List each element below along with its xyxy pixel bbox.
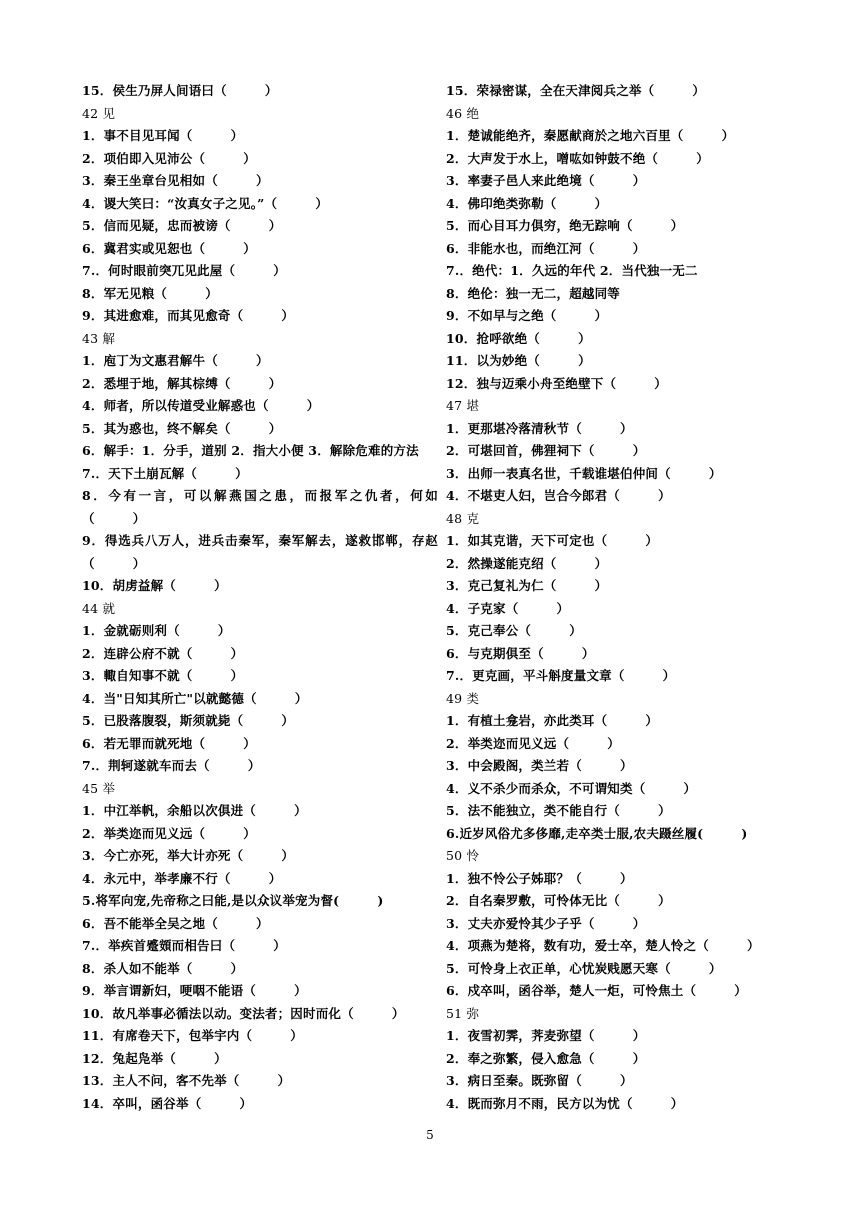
- exercise-line: 7.．绝代：1．久远的年代 2．当代独一无二: [446, 263, 698, 278]
- exercise-line: 1．有植土龛岩，亦此类耳（ ）: [446, 713, 659, 728]
- exercise-line: 2．大声发于水上，噌吰如钟鼓不绝（ ）: [446, 150, 709, 166]
- exercise-line: 6．与克期俱至（ ）: [446, 645, 595, 661]
- exercise-line: 1．金就砺则利（ ）: [82, 623, 231, 638]
- exercise-line: 3．秦王坐章台见相如（ ）: [82, 173, 269, 188]
- exercise-line: 9．举言谓新妇，哽咽不能语（ ）: [82, 983, 307, 998]
- exercise-line: 1．事不目见耳闻（ ）: [82, 128, 244, 143]
- exercise-line: 4．义不杀少而杀众，不可谓知类（ ）: [446, 780, 697, 796]
- section-heading: 44 就: [82, 600, 116, 616]
- exercise-line: 7.．举疾首蹙頞而相告曰（ ）: [82, 938, 286, 953]
- exercise-line: 9．其进愈难，而其见愈奇（ ）: [82, 308, 295, 323]
- exercise-line: 7.．天下土崩瓦解（ ）: [82, 465, 248, 481]
- section-heading: 48 克: [446, 510, 480, 526]
- exercise-line: 5．而心目耳力俱穷，绝无踪响（ ）: [446, 218, 684, 233]
- exercise-line: 2．可堪回首，佛狸祠下（ ）: [446, 443, 646, 458]
- exercise-line: 4．当"日知其所亡"以就懿德（ ）: [82, 690, 308, 706]
- exercise-line: 3．病日至秦。既弥留（ ）: [446, 1073, 633, 1088]
- exercise-line: 5．已股落腹裂，斯须就毙（ ）: [82, 713, 295, 728]
- exercise-line: 10．胡虏益解（ ）: [82, 578, 227, 593]
- exercise-line: 8．今有一言，可以解燕国之患，而报军之仇者，何如（ ）: [82, 488, 438, 526]
- section-heading: 46 绝: [446, 105, 480, 121]
- exercise-line: 4．佛印绝类弥勒（ ）: [446, 195, 608, 211]
- exercise-line: 8．杀人如不能举（ ）: [82, 960, 244, 976]
- exercise-line: 2．悉埋于地，解其棕缚（ ）: [82, 375, 282, 391]
- exercise-line: 9．得选兵八万人，进兵击秦军，秦军解去，遂救邯郸，存赵（ ）: [82, 533, 438, 571]
- exercise-line: 5．信而见疑，忠而被谤（ ）: [82, 218, 282, 233]
- exercise-line: 1．夜雪初霁，荠麦弥望（ ）: [446, 1028, 646, 1043]
- exercise-line: 6.近岁风俗尤多侈靡,走卒类士服,农夫蹑丝履( ): [446, 825, 748, 841]
- exercise-line: 2．自名秦罗敷，可怜体无比（ ）: [446, 893, 671, 908]
- exercise-line: 15．荣禄密谋，全在天津阅兵之举（ ）: [446, 83, 706, 98]
- exercise-line: 4．子克家（ ）: [446, 600, 570, 616]
- exercise-line: 15．侯生乃屏人间语曰（ ）: [82, 83, 278, 98]
- exercise-line: 5．克己奉公（ ）: [446, 623, 582, 638]
- section-heading: 42 见: [82, 105, 116, 121]
- exercise-line: 5.将军向宠,先帝称之曰能,是以众议举宠为督( ): [82, 893, 384, 908]
- exercise-line: 1．中江举帆，余船以次俱进（ ）: [82, 803, 307, 818]
- exercise-line: 6．吾不能举全吴之地（ ）: [82, 915, 269, 931]
- exercise-line: 4．项燕为楚将，数有功，爱士卒，楚人怜之（ ）: [446, 938, 760, 953]
- exercise-line: 3．丈夫亦爱怜其少子乎（ ）: [446, 915, 646, 931]
- exercise-line: 2．举类迩而见义远（ ）: [446, 735, 620, 751]
- exercise-line: 3．輙自知事不就（ ）: [82, 668, 244, 683]
- exercise-line: 1．楚诚能绝齐，秦愿献商於之地六百里（ ）: [446, 128, 735, 143]
- exercise-line: 13．主人不问，客不先举（ ）: [82, 1073, 291, 1088]
- exercise-line: 14．卒叫，函谷举（ ）: [82, 1095, 253, 1111]
- exercise-line: 5．可怜身上衣正单，心忧炭贱愿天寒（ ）: [446, 960, 722, 976]
- exercise-line: 2．然操遂能克绍（ ）: [446, 555, 608, 571]
- exercise-line: 4．既而弥月不雨，民方以为忧（ ）: [446, 1095, 684, 1111]
- exercise-line: 3．今亡亦死，举大计亦死（ ）: [82, 848, 295, 863]
- exercise-line: 8．军无见粮（ ）: [82, 285, 218, 301]
- exercise-line: 12．兔起凫举（ ）: [82, 1050, 227, 1066]
- exercise-line: 7.．荆轲遂就车而去（ ）: [82, 758, 261, 773]
- section-heading: 45 举: [82, 780, 116, 796]
- exercise-line: 1．更那堪冷落清秋节（ ）: [446, 420, 633, 436]
- exercise-line: 11．有席卷天下，包举宇内（ ）: [82, 1028, 303, 1043]
- exercise-line: 12．独与迈乘小舟至绝壁下（ ）: [446, 375, 667, 391]
- exercise-line: 4．谡大笑曰：“汝真女子之见。”（ ）: [82, 195, 329, 211]
- exercise-line: 1．如其克谐，天下可定也（ ）: [446, 533, 659, 548]
- left-column: [82, 80, 438, 1115]
- exercise-line: 8．绝伦：独一无二，超越同等: [446, 285, 620, 301]
- exercise-line: 9．不如早与之绝（ ）: [446, 308, 608, 323]
- section-heading: 47 堪: [446, 398, 480, 413]
- exercise-line: 5．其为惑也，终不解矣（ ）: [82, 420, 282, 436]
- exercise-line: 10．故凡举事必循法以动。变法者；因时而化（ ）: [82, 1005, 405, 1021]
- section-heading: 49 类: [446, 690, 480, 706]
- exercise-line: 1．庖丁为文惠君解牛（ ）: [82, 353, 269, 368]
- section-heading: 51 弥: [446, 1005, 480, 1021]
- exercise-line: 6．冀君实或见恕也（ ）: [82, 240, 256, 256]
- page-number: 5: [426, 1128, 434, 1142]
- exercise-line: 2．奉之弥繁，侵入愈急（ ）: [446, 1050, 646, 1066]
- exercise-line: 10．抢呼欲绝（ ）: [446, 330, 591, 346]
- exercise-line: 6．戍卒叫，函谷举，楚人一炬，可怜焦土（ ）: [446, 983, 747, 998]
- exercise-line: 3．出师一表真名世，千载谁堪伯仲间（ ）: [446, 465, 722, 481]
- exercise-line: 4．永元中，举孝廉不行（ ）: [82, 870, 282, 886]
- exercise-line: 3．中会殿阁，类兰若（ ）: [446, 758, 633, 773]
- exercise-line: 1．独不怜公子姊耶？（ ）: [446, 870, 633, 886]
- exercise-line: 4．师者，所以传道受业解惑也（ ）: [82, 398, 320, 413]
- section-heading: 43 解: [82, 330, 116, 346]
- section-heading: 50 怜: [446, 848, 480, 863]
- exercise-line: 6．非能水也，而绝江河（ ）: [446, 240, 646, 256]
- exercise-line: 11．以为妙绝（ ）: [446, 353, 591, 368]
- exercise-line: 6．解手：1．分手，道别 2．指大小便 3．解除危难的方法: [82, 443, 419, 458]
- exercise-line: 2．举类迩而见义远（ ）: [82, 825, 256, 841]
- right-column: [446, 80, 802, 1115]
- exercise-line: 6．若无罪而就死地（ ）: [82, 735, 256, 751]
- exercise-line: 5．法不能独立，类不能自行（ ）: [446, 803, 671, 818]
- exercise-line: 7.．何时眼前突兀见此屋（ ）: [82, 263, 286, 278]
- exercise-line: 4．不堪吏人妇，岂合今郎君（ ）: [446, 488, 671, 503]
- exercise-line: 3．克己复礼为仁（ ）: [446, 578, 608, 593]
- exercise-line: 2．连辟公府不就（ ）: [82, 645, 244, 661]
- exercise-line: 3．率妻子邑人来此绝境（ ）: [446, 173, 646, 188]
- exercise-line: 7.．更克画，平斗斛度量文章（ ）: [446, 668, 676, 683]
- exercise-line: 2．项伯即入见沛公（ ）: [82, 150, 256, 166]
